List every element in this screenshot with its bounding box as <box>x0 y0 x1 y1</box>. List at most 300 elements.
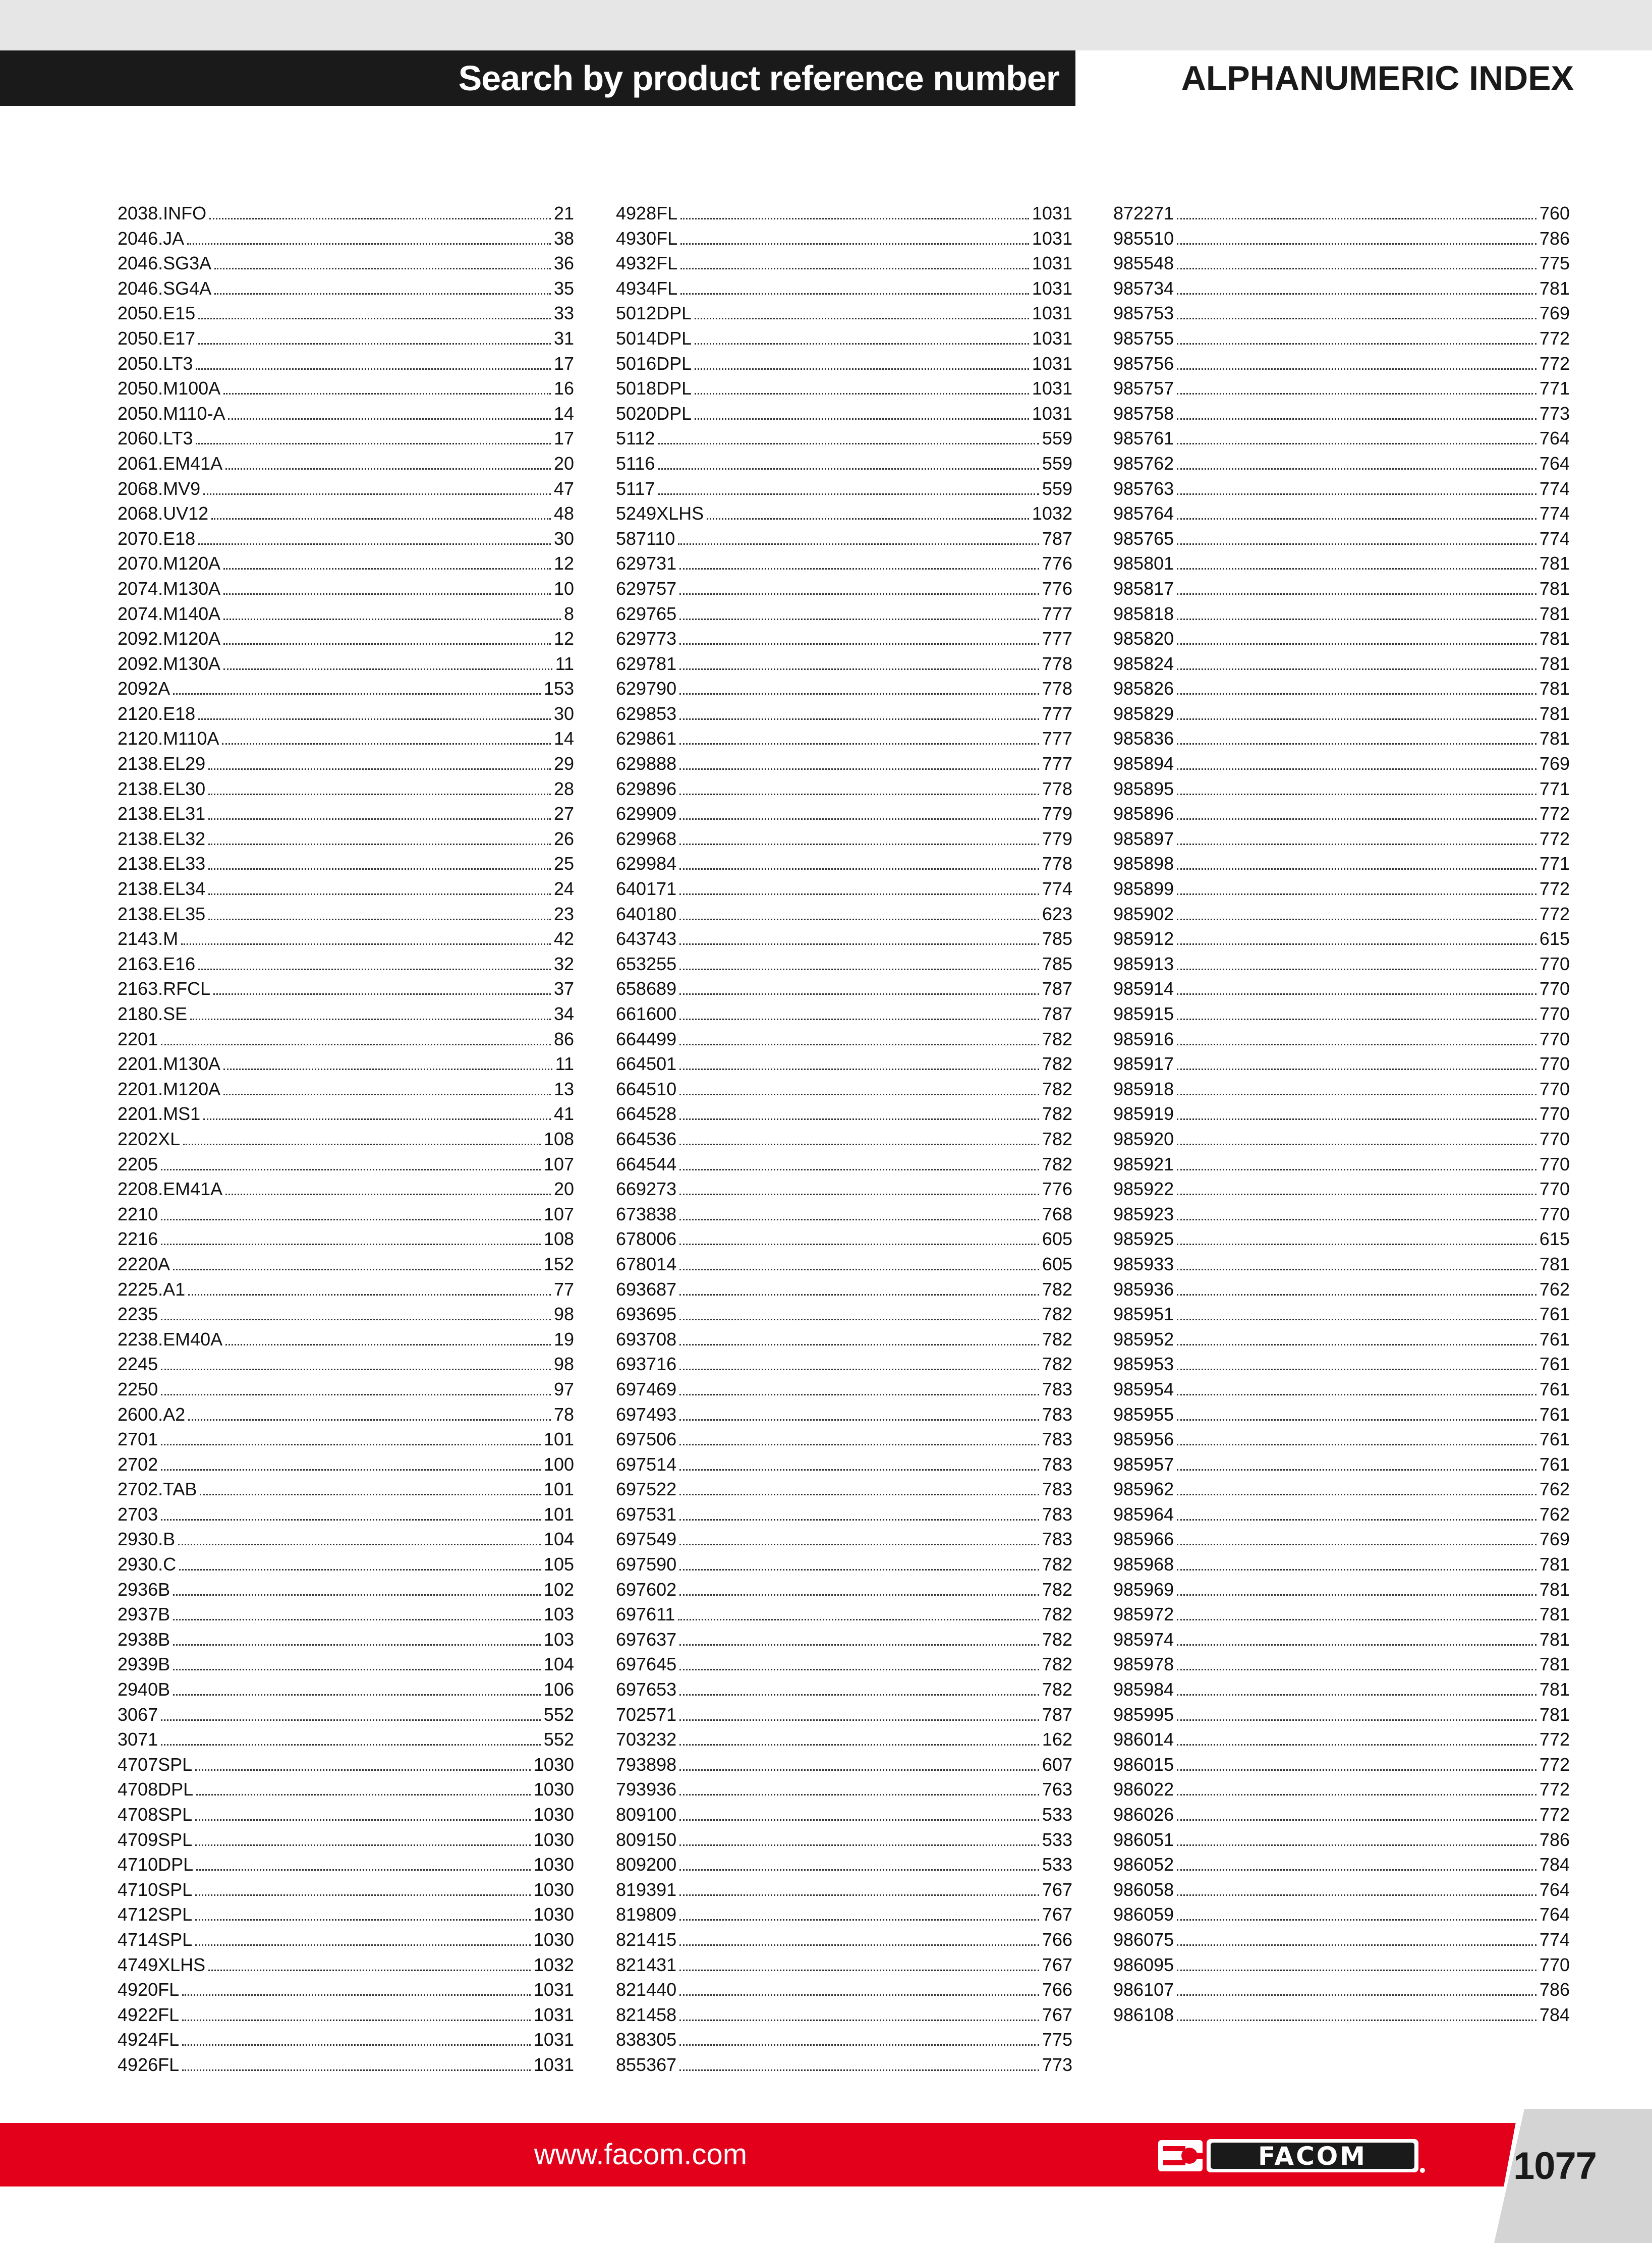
index-entry <box>118 551 574 576</box>
page-reference: 782 <box>1042 1053 1072 1075</box>
dot-leader <box>181 943 551 945</box>
dot-leader <box>1177 518 1536 520</box>
index-entry <box>118 651 574 677</box>
dot-leader <box>223 393 551 395</box>
reference-number: 2703 <box>118 1503 158 1525</box>
page-reference: 783 <box>1042 1378 1072 1399</box>
reference-number: 640171 <box>616 878 677 900</box>
dot-leader <box>680 243 1029 245</box>
index-entry <box>1113 851 1570 876</box>
dot-leader <box>1177 868 1536 870</box>
index-entry <box>616 876 1072 902</box>
dot-leader <box>198 543 551 545</box>
dot-leader <box>679 1519 1039 1521</box>
reference-number: 2201.M130A <box>118 1053 221 1075</box>
reference-number: 986022 <box>1113 1779 1174 1800</box>
page-reference: 605 <box>1042 1253 1072 1274</box>
index-entry <box>118 1152 574 1177</box>
index-entry <box>616 1277 1072 1302</box>
dot-leader <box>679 1094 1039 1095</box>
index-entry <box>118 1702 574 1727</box>
dot-leader <box>680 293 1029 295</box>
dot-leader <box>195 1894 531 1896</box>
reference-number: 697637 <box>616 1629 677 1650</box>
index-entry <box>1113 1902 1570 1927</box>
index-entry <box>616 1252 1072 1277</box>
dot-leader <box>1177 1344 1536 1345</box>
dot-leader <box>223 668 552 670</box>
page-reference: 1031 <box>1032 353 1072 374</box>
dot-leader <box>1177 943 1536 945</box>
index-entry <box>1113 926 1570 951</box>
page-reference: 19 <box>553 1328 574 1350</box>
reference-number: 2050.LT3 <box>118 353 193 374</box>
reference-number: 985510 <box>1113 228 1174 249</box>
index-entry <box>118 301 574 326</box>
index-entry <box>616 1001 1072 1027</box>
dot-leader <box>203 493 551 495</box>
page-reference: 761 <box>1539 1404 1570 1425</box>
dot-leader <box>679 893 1039 895</box>
index-entry <box>1113 776 1570 802</box>
index-entry <box>1113 1327 1570 1352</box>
index-entry <box>616 626 1072 651</box>
page-reference: 770 <box>1539 1153 1570 1174</box>
index-entry <box>616 826 1072 852</box>
index-entry <box>1113 551 1570 576</box>
reference-number: 2074.M130A <box>118 578 221 599</box>
reference-number: 653255 <box>616 953 677 974</box>
page-reference: 21 <box>553 203 574 223</box>
top-band <box>0 0 1652 50</box>
page-reference: 12 <box>553 553 574 574</box>
page-reference: 27 <box>553 803 574 824</box>
dot-leader <box>1177 493 1536 495</box>
page-reference: 1030 <box>533 1929 574 1950</box>
reference-number: 985915 <box>1113 1003 1174 1024</box>
reference-number: 2138.EL32 <box>118 828 206 849</box>
reference-number: 629909 <box>616 803 677 824</box>
reference-number: 985918 <box>1113 1078 1174 1099</box>
page-reference: 153 <box>543 678 574 699</box>
dot-leader <box>679 1419 1039 1421</box>
index-entry <box>118 226 574 251</box>
page-reference: 10 <box>553 578 574 599</box>
dot-leader <box>198 718 551 720</box>
dot-leader <box>1177 1269 1536 1270</box>
reference-number: 2202XL <box>118 1128 181 1149</box>
index-entry <box>616 351 1072 376</box>
reference-number: 5014DPL <box>616 327 692 349</box>
page-reference: 559 <box>1042 478 1072 499</box>
dot-leader <box>1177 543 1536 545</box>
dot-leader <box>225 1344 551 1345</box>
page-reference: 47 <box>553 478 574 499</box>
dot-leader <box>161 1744 541 1746</box>
page-reference: 761 <box>1539 1304 1570 1325</box>
dot-leader <box>183 1144 541 1145</box>
dot-leader <box>173 1669 541 1670</box>
page-reference: 772 <box>1539 903 1570 924</box>
reference-number: 697469 <box>616 1378 677 1399</box>
dot-leader <box>173 1619 541 1620</box>
reference-number: 4710SPL <box>118 1879 193 1900</box>
index-entry <box>616 926 1072 951</box>
page-reference: 771 <box>1539 853 1570 874</box>
dot-leader <box>1177 1394 1536 1395</box>
reference-number: 669273 <box>616 1179 677 1200</box>
index-entry <box>616 501 1072 526</box>
reference-number: 986059 <box>1113 1904 1174 1925</box>
index-entry <box>616 1152 1072 1177</box>
index-column-2 <box>616 201 1072 2078</box>
index-entry <box>1113 1252 1570 1277</box>
index-entry <box>1113 426 1570 451</box>
section-header <box>1075 50 1652 106</box>
dot-leader <box>679 1669 1039 1670</box>
page-reference: 764 <box>1539 1879 1570 1900</box>
reference-number: 2138.EL34 <box>118 878 206 900</box>
page-reference: 101 <box>543 1479 574 1500</box>
index-entry <box>1113 801 1570 826</box>
footer-url[interactable]: www.facom.com <box>534 2138 748 2171</box>
index-entry <box>1113 1952 1570 1978</box>
index-entry <box>118 526 574 551</box>
reference-number: 640180 <box>616 903 677 924</box>
index-entry <box>118 826 574 852</box>
page-reference: 787 <box>1042 1704 1072 1725</box>
dot-leader <box>1177 1019 1536 1020</box>
dot-leader <box>1177 1694 1536 1696</box>
dot-leader <box>1177 1819 1536 1821</box>
page-reference: 767 <box>1042 1954 1072 1975</box>
dot-leader <box>679 1869 1039 1871</box>
brand-wordmark: FACOM <box>1258 2142 1368 2171</box>
page-reference: 782 <box>1042 1604 1072 1625</box>
page-reference: 1030 <box>533 1904 574 1925</box>
dot-leader <box>679 1019 1039 1020</box>
page-reference: 42 <box>553 928 574 949</box>
reference-number: 664528 <box>616 1103 677 1125</box>
index-column-3 <box>1113 201 1570 2027</box>
index-entry <box>1113 651 1570 677</box>
page-reference: 106 <box>543 1679 574 1700</box>
reference-number: 3067 <box>118 1704 158 1725</box>
index-entry <box>1113 376 1570 401</box>
reference-number: 809100 <box>616 1804 677 1825</box>
dot-leader <box>679 2044 1039 2046</box>
index-entry <box>1113 1152 1570 1177</box>
index-entry <box>616 1127 1072 1152</box>
reference-number: 985966 <box>1113 1529 1174 1550</box>
page-reference: 772 <box>1539 1729 1570 1750</box>
page-reference: 787 <box>1042 978 1072 999</box>
page-reference: 101 <box>543 1503 574 1525</box>
dot-leader <box>707 518 1029 520</box>
index-entry <box>118 1577 574 1602</box>
index-entry <box>1113 1927 1570 1952</box>
dot-leader <box>1177 794 1536 795</box>
index-entry <box>616 1702 1072 1727</box>
page-reference: 23 <box>553 903 574 924</box>
dot-leader <box>208 893 551 895</box>
dot-leader <box>1177 1169 1536 1170</box>
page-reference: 17 <box>553 428 574 449</box>
index-entry <box>1113 902 1570 927</box>
dot-leader <box>1177 1219 1536 1220</box>
index-entry <box>616 676 1072 701</box>
dot-leader <box>173 1594 541 1596</box>
reference-number: 2201 <box>118 1028 158 1049</box>
index-entry <box>1113 951 1570 977</box>
index-entry <box>1113 451 1570 476</box>
index-entry <box>118 451 574 476</box>
index-entry <box>616 251 1072 276</box>
page-reference: 776 <box>1042 553 1072 574</box>
reference-number: 986014 <box>1113 1729 1174 1750</box>
reference-number: 2702 <box>118 1453 158 1475</box>
index-entry <box>616 1727 1072 1752</box>
reference-number: 2138.EL29 <box>118 753 206 774</box>
page-reference: 32 <box>553 953 574 974</box>
reference-number: 2220A <box>118 1253 170 1274</box>
index-entry <box>616 401 1072 426</box>
page-reference: 98 <box>553 1354 574 1375</box>
index-entry <box>118 426 574 451</box>
reference-number: 664544 <box>616 1153 677 1174</box>
index-entry <box>1113 276 1570 301</box>
index-entry <box>616 1352 1072 1377</box>
index-entry <box>616 651 1072 677</box>
page-reference: 782 <box>1042 1679 1072 1700</box>
reference-number: 985914 <box>1113 978 1174 999</box>
facom-logo <box>1158 2137 1426 2174</box>
dot-leader <box>679 768 1039 770</box>
index-entry <box>118 751 574 776</box>
index-entry <box>118 326 574 351</box>
dot-leader <box>198 318 551 319</box>
dot-leader <box>208 868 551 870</box>
page-reference: 38 <box>553 228 574 249</box>
dot-leader <box>1177 668 1536 670</box>
dot-leader <box>680 218 1029 219</box>
reference-number: 985964 <box>1113 1503 1174 1525</box>
reference-number: 4926FL <box>118 2054 180 2075</box>
dot-leader <box>1177 1594 1536 1596</box>
dot-leader <box>161 1044 551 1045</box>
dot-leader <box>1177 818 1536 820</box>
page-reference: 764 <box>1539 428 1570 449</box>
reference-number: 985898 <box>1113 853 1174 874</box>
dot-leader <box>208 768 551 770</box>
page-reference: 777 <box>1042 703 1072 724</box>
dot-leader <box>679 619 1039 620</box>
reference-number: 2600.A2 <box>118 1404 186 1425</box>
index-entry <box>118 2002 574 2028</box>
dot-leader <box>1177 743 1536 745</box>
reference-number: 985896 <box>1113 803 1174 824</box>
index-entry <box>1113 1502 1570 1527</box>
index-entry <box>1113 401 1570 426</box>
dot-leader <box>679 743 1039 745</box>
page-reference: 28 <box>553 778 574 799</box>
index-entry <box>118 1277 574 1302</box>
dot-leader <box>1177 993 1536 995</box>
reference-number: 985824 <box>1113 653 1174 674</box>
index-entry <box>1113 1051 1570 1077</box>
index-entry <box>616 426 1072 451</box>
index-entry <box>1113 1101 1570 1127</box>
reference-number: 629853 <box>616 703 677 724</box>
dot-leader <box>209 218 551 219</box>
dot-leader <box>679 1719 1039 1721</box>
index-entry <box>616 1377 1072 1402</box>
index-entry <box>1113 1702 1570 1727</box>
index-entry <box>616 976 1072 1001</box>
reference-number: 702571 <box>616 1704 677 1725</box>
reference-number: 587110 <box>616 528 675 549</box>
dot-leader <box>679 1294 1039 1296</box>
page-reference: 104 <box>543 1654 574 1675</box>
dot-leader <box>196 1869 531 1871</box>
page-reference: 781 <box>1539 1604 1570 1625</box>
page-reference: 781 <box>1539 1679 1570 1700</box>
index-entry <box>118 1977 574 2002</box>
reference-number: 793936 <box>616 1779 677 1800</box>
reference-number: 2937B <box>118 1604 170 1625</box>
reference-number: 2938B <box>118 1629 170 1650</box>
index-entry <box>118 1302 574 1327</box>
index-entry <box>616 226 1072 251</box>
reference-number: 5116 <box>616 453 655 474</box>
index-entry <box>1113 876 1570 902</box>
dot-leader <box>1177 393 1536 395</box>
dot-leader <box>211 518 551 520</box>
dot-leader <box>1177 1669 1536 1670</box>
reference-number: 643743 <box>616 928 677 949</box>
reference-number: 2092.M130A <box>118 653 221 674</box>
reference-number: 693716 <box>616 1354 677 1375</box>
page-reference: 787 <box>1042 528 1072 549</box>
index-entry <box>616 1077 1072 1102</box>
page-reference: 776 <box>1042 578 1072 599</box>
dot-leader <box>161 1244 541 1245</box>
dot-leader <box>1177 718 1536 720</box>
reference-number: 678006 <box>616 1228 677 1250</box>
page-reference: 781 <box>1539 277 1570 299</box>
index-entry <box>616 801 1072 826</box>
dot-leader <box>1177 1569 1536 1571</box>
index-entry <box>1113 1452 1570 1477</box>
index-entry <box>118 1427 574 1452</box>
reference-number: 986052 <box>1113 1854 1174 1875</box>
reference-number: 629781 <box>616 653 677 674</box>
page-reference: 533 <box>1042 1854 1072 1875</box>
page-reference: 782 <box>1042 1654 1072 1675</box>
page-reference: 781 <box>1539 578 1570 599</box>
index-entry <box>1113 1277 1570 1302</box>
reference-number: 697493 <box>616 1404 677 1425</box>
dot-leader <box>1177 268 1536 269</box>
reference-number: 2070.M120A <box>118 553 221 574</box>
dot-leader <box>214 268 551 269</box>
reference-number: 2046.SG3A <box>118 253 212 274</box>
page-reference: 781 <box>1539 603 1570 624</box>
page-reference: 772 <box>1539 828 1570 849</box>
reference-number: 985951 <box>1113 1304 1174 1325</box>
index-entry <box>118 1001 574 1027</box>
page-reference: 772 <box>1539 327 1570 349</box>
page-reference: 768 <box>1042 1203 1072 1224</box>
page-reference: 11 <box>555 1053 574 1075</box>
reference-number: 2060.LT3 <box>118 428 193 449</box>
dot-leader <box>196 1794 531 1796</box>
reference-number: 2163.RFCL <box>118 978 211 999</box>
index-entry <box>616 1502 1072 1527</box>
dot-leader <box>196 443 551 444</box>
dot-leader <box>679 1069 1039 1070</box>
dot-leader <box>1177 1144 1536 1145</box>
dot-leader <box>1177 1069 1536 1070</box>
dot-leader <box>679 568 1039 570</box>
reference-number: 985899 <box>1113 878 1174 900</box>
index-entry <box>118 851 574 876</box>
dot-leader <box>679 1844 1039 1846</box>
reference-number: 697611 <box>616 1604 675 1625</box>
index-entry <box>1113 1977 1570 2002</box>
dot-leader <box>695 393 1029 395</box>
dot-leader <box>1177 1894 1536 1896</box>
page-reference: 761 <box>1539 1453 1570 1475</box>
dot-leader <box>679 1894 1039 1896</box>
reference-number: 2245 <box>118 1354 158 1375</box>
page-reference: 773 <box>1539 403 1570 424</box>
dot-leader <box>1177 1544 1536 1545</box>
dot-leader <box>679 1544 1039 1545</box>
page-reference: 1031 <box>1032 203 1072 223</box>
reference-number: 2180.SE <box>118 1003 188 1024</box>
reference-number: 985957 <box>1113 1453 1174 1475</box>
dot-leader <box>679 844 1039 845</box>
dot-leader <box>223 593 551 595</box>
page-reference: 767 <box>1042 1879 1072 1900</box>
index-entry <box>118 1402 574 1427</box>
page-reference: 778 <box>1042 778 1072 799</box>
reference-number: 821431 <box>616 1954 677 1975</box>
dot-leader <box>679 1044 1039 1045</box>
reference-number: 2701 <box>118 1429 158 1450</box>
page-reference: 108 <box>543 1228 574 1250</box>
page-reference: 12 <box>553 628 574 649</box>
index-entry <box>616 1226 1072 1252</box>
reference-number: 2046.JA <box>118 228 185 249</box>
reference-number: 4708DPL <box>118 1779 194 1800</box>
index-entry <box>616 1427 1072 1452</box>
dot-leader <box>679 1944 1039 1946</box>
reference-number: 2225.A1 <box>118 1278 186 1300</box>
page-reference: 777 <box>1042 628 1072 649</box>
page-reference: 787 <box>1042 1003 1072 1024</box>
reference-number: 985984 <box>1113 1679 1174 1700</box>
page-reference: 782 <box>1042 1304 1072 1325</box>
page-reference: 615 <box>1539 1228 1570 1250</box>
reference-number: 986051 <box>1113 1829 1174 1850</box>
index-entry <box>118 1101 574 1127</box>
reference-number: 985916 <box>1113 1028 1174 1049</box>
page-reference: 770 <box>1539 1078 1570 1099</box>
reference-number: 697522 <box>616 1479 677 1500</box>
reference-number: 2205 <box>118 1153 158 1174</box>
